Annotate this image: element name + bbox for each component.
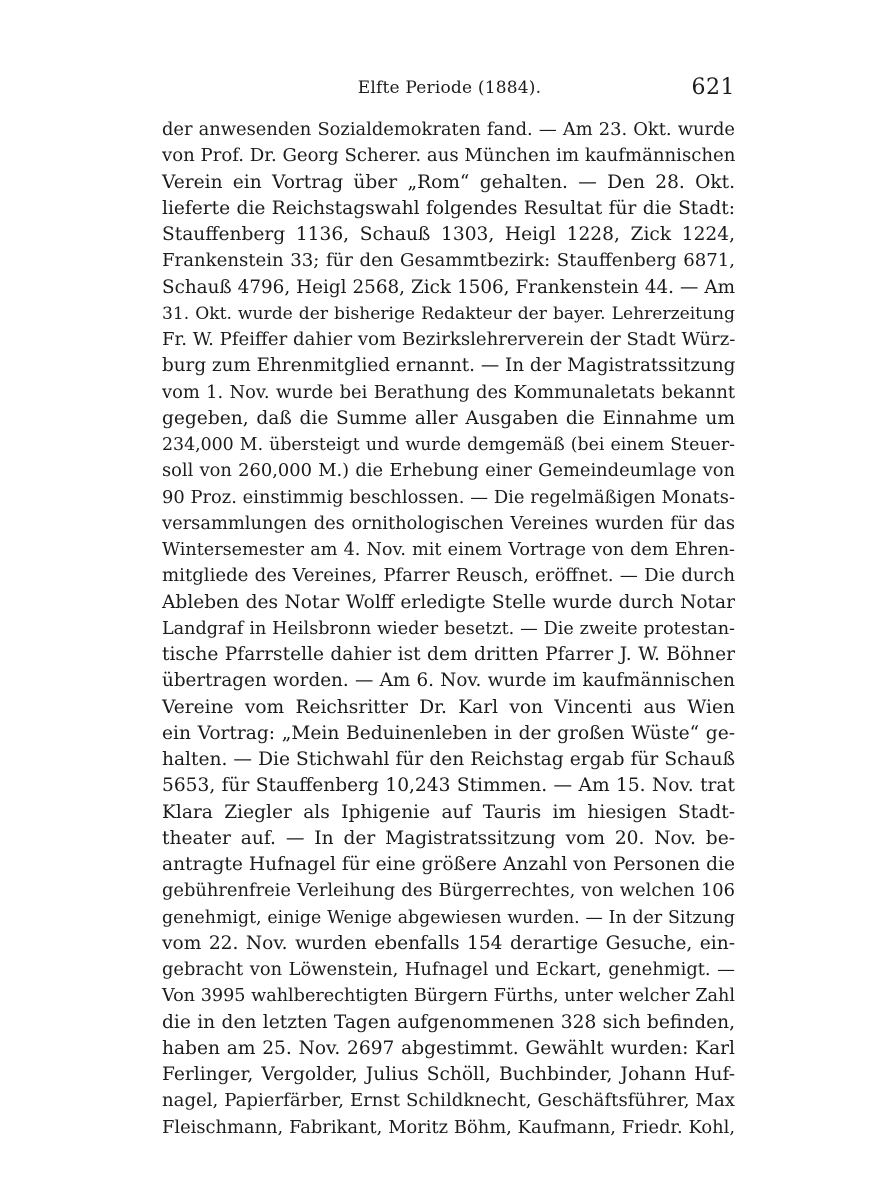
- running-header: [164, 74, 735, 102]
- text-line: gebührenfreie Verleihung des Bürgerrechtes, von welchen 106: [162, 880, 735, 902]
- text-line: 90 Proz. einstimmig beschlossen. — Die regelmäßigen Monats-: [162, 486, 735, 508]
- text-line: Fr. W. Pfeiffer dahier vom Bezirkslehrerverein der Stadt Würz-: [162, 329, 736, 350]
- page-number: 621: [691, 75, 735, 100]
- text-line: Vereine vom Reichsritter Dr. Karl von Vincenti aus Wien: [162, 696, 735, 718]
- text-line: lieferte die Reichstagswahl folgendes Resultat für die Stadt:: [162, 197, 735, 219]
- text-line: Frankenstein 33; für den Gesammtbezirk: Stauffenberg 6871,: [162, 250, 735, 272]
- text-line: Wintersemester am 4. Nov. mit einem Vortrage von dem Ehren-: [162, 540, 735, 560]
- text-line: Verein ein Vortrag über „Rom“ gehalten. — Den 28. Okt.: [162, 171, 735, 193]
- text-line: soll von 260,000 M.) die Erhebung einer Gemeindeumlage von: [162, 460, 735, 482]
- text-line: vom 1. Nov. wurde bei Berathung des Kommunaletats bekannt: [162, 381, 735, 403]
- text-line: von Prof. Dr. Georg Scherer. aus München im kaufmännischen: [162, 145, 736, 167]
- text-line: versammlungen des ornithologischen Vereines wurden für das: [162, 512, 735, 534]
- text-line: übertragen worden. — Am 6. Nov. wurde im kaufmännischen: [162, 670, 735, 692]
- text-line: burg zum Ehrenmitglied ernannt. — In der Magistratssitzung: [162, 355, 736, 377]
- text-line: antragte Hufnagel für eine größere Anzahl von Personen die: [162, 854, 735, 875]
- text-line: genehmigt, einige Wenige abgewiesen wurden. — In der Sitzung: [162, 907, 735, 928]
- text-line: 5653, für Stauffenberg 10,243 Stimmen. — Am 15. Nov. trat: [162, 775, 735, 797]
- text-line: die in den letzten Tagen aufgenommenen 328 sich befinden,: [162, 1011, 735, 1033]
- text-line: 234,000 M. übersteigt und wurde demgemäß (bei einem Steuer-: [162, 435, 735, 455]
- text-line: theater auf. — In der Magistratssitzung vom 20. Nov. be-: [162, 827, 735, 849]
- text-line: tische Pfarrstelle dahier ist dem dritten Pfarrer J. W. Böhner: [162, 644, 735, 665]
- text-line: ein Vortrag: „Mein Beduinenleben in der großen Wüste“ ge-: [162, 722, 735, 744]
- text-line: Ferlinger, Vergolder, Julius Schöll, Buchbinder, Johann Huf-: [162, 1064, 735, 1085]
- text-line: Ableben des Notar Wolff erledigte Stelle wurde durch Notar: [162, 591, 735, 613]
- text-line: vom 22. Nov. wurden ebenfalls 154 derartige Gesuche, ein-: [162, 932, 735, 954]
- text-line: gegeben, daß die Summe aller Ausgaben die Einnahme um: [162, 407, 735, 429]
- running-title: Elfte Periode (1884).: [357, 78, 542, 98]
- text-line: mitgliede des Vereines, Pfarrer Reusch, eröffnet. — Die durch: [162, 565, 735, 587]
- text-line: Klara Ziegler als Iphigenie auf Tauris im hiesigen Stadt-: [162, 801, 735, 823]
- text-line: gebracht von Löwenstein, Hufnagel und Eckart, genehmigt. —: [162, 959, 735, 980]
- body-text: [162, 117, 735, 1141]
- text-line: Fleischmann, Fabrikant, Moritz Böhm, Kaufmann, Friedr. Kohl,: [162, 1116, 735, 1138]
- text-line: nagel, Papierfärber, Ernst Schildknecht, Geschäftsführer, Max: [162, 1090, 735, 1112]
- text-line: Landgraf in Heilsbronn wieder besetzt. — Die zweite protestan-: [162, 618, 735, 639]
- text-line: Schauß 4796, Heigl 2568, Zick 1506, Frankenstein 44. — Am: [162, 276, 735, 298]
- text-line: halten. — Die Stichwahl für den Reichstag ergab für Schauß: [162, 749, 735, 770]
- text-line: Von 3995 wahlberechtigten Bürgern Fürths, unter welcher Zahl: [162, 986, 735, 1007]
- text-line: Stauffenberg 1136, Schauß 1303, Heigl 1228, Zick 1224,: [162, 224, 735, 245]
- text-line: haben am 25. Nov. 2697 abgestimmt. Gewählt wurden: Karl: [162, 1037, 735, 1059]
- text-line: der anwesenden Sozialdemokraten fand. — Am 23. Okt. wurde: [162, 119, 735, 140]
- text-line: 31. Okt. wurde der bisherige Redakteur der bayer. Lehrerzeitung: [162, 303, 735, 324]
